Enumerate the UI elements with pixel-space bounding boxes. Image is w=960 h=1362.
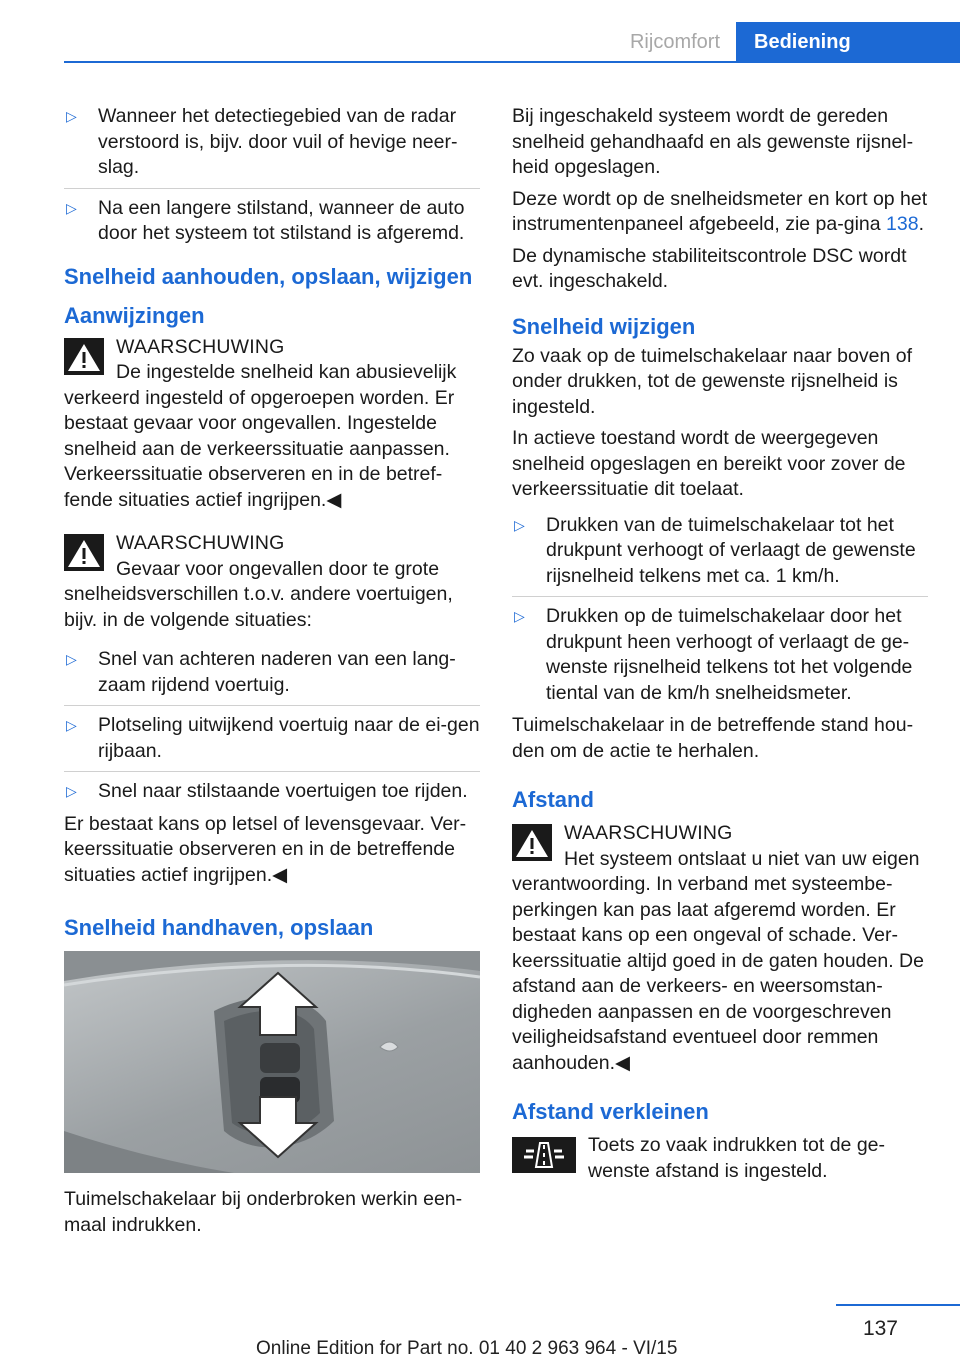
list-item: ▷ Plotseling uitwijkend voertuig naar de ei-gen rijbaan. (66, 714, 480, 762)
warning-text: Het systeem ontslaat u niet van uw eigen verantwoording. In verband met systeembe-perkingen kan pas laat afgeremd worden. Er bestaat kans op een ongeval of schade. Ver-keerssituatie altijd goed in de gaten houden. De afstand aan de verkeers- en weersomstan-digheden aanpassen en de voorgeschreven veiligheidsafstand eventueel door remmen aanhouden.◀ (512, 847, 924, 1074)
list-item: ▷ Drukken op de tuimelschakelaar door het drukpunt heen verhoogt of verlaagt de ge-wenste rijsnelheid telkens tot het volgende tiental van de km/h snelheidsmeter. (514, 605, 913, 704)
list-item: ▷ Snel naar stilstaande voertuigen toe rijden. (64, 779, 480, 805)
footer-rule (836, 1304, 960, 1306)
triangle-right-icon: ▷ (66, 108, 77, 124)
header-section: Rijcomfort (629, 31, 720, 53)
page-number: 137 (862, 1317, 898, 1340)
heading-main: Snelheid aanhouden, opslaan, wijzigen (64, 263, 473, 289)
warning-end-text: Er bestaat kans op letsel of levensgevaar. Ver-keerssituatie observeren en in de betreffende situaties actief ingrijpen.◀ (64, 812, 467, 886)
warning-triangle-icon (64, 534, 104, 571)
distance-reduce-icon (512, 1137, 576, 1173)
paragraph: In actieve toestand wordt de weergegeven snelheid opgeslagen en bereikt voor zover de verkeerssituatie dit toelaat. (512, 427, 906, 500)
paragraph: Tuimelschakelaar in de betreffende stand hou-den om de actie te herhalen. (512, 714, 914, 762)
warning-text: De ingestelde snelheid kan abusievelijk verkeerd ingesteld of opgeroepen worden. Er bestaat gevaar voor ongevallen. Ingestelde snelheid aan de verkeerssituatie aanpassen. Verkeerssituatie observeren en in de betref-fende situaties actief ingrijpen.◀ (64, 361, 457, 511)
warning-title: WAARSCHUWING (116, 335, 285, 358)
list-divider (64, 705, 480, 706)
header-rule (64, 61, 960, 63)
steering-wheel-rocker-switch-photo (64, 951, 480, 1173)
list-item: ▷ Snel van achteren naderen van een lang-zaam rijdend voertuig. (66, 648, 456, 696)
triangle-right-icon: ▷ (514, 608, 525, 624)
heading-keep: Snelheid handhaven, opslaan (64, 915, 374, 940)
triangle-right-icon: ▷ (66, 717, 77, 733)
paragraph: De dynamische stabiliteitscontrole DSC wordt evt. ingeschakeld. (512, 244, 907, 292)
list-item: ▷ Drukken van de tuimelschakelaar tot het drukpunt verhoogt of verlaagt de gewenste rijsnelheid telkens met ca. 1 km/h. (514, 513, 916, 587)
triangle-right-icon: ▷ (514, 516, 525, 533)
left-column (64, 104, 480, 1244)
heading-distance: Afstand (512, 787, 594, 812)
heading-notes: Aanwijzingen (64, 302, 205, 328)
list-item: ▷ Wanneer het detectiegebied van de radar verstoord is, bijv. door vuil of hevige neer-slag. (66, 105, 458, 178)
paragraph: Zo vaak op de tuimelschakelaar naar boven of onder drukken, tot de gewenste rijsnelheid is ingesteld. (512, 344, 912, 418)
warning-block (64, 335, 480, 514)
warning-triangle-icon (512, 824, 552, 861)
reduce-text: Toets zo vaak indrukken tot de ge-wenste afstand is ingesteld. (588, 1134, 886, 1182)
paragraph: Bij ingeschakeld systeem wordt de gereden snelheid gehandhaafd en als gewenste rijsnel-heid opgeslagen. (512, 105, 914, 178)
paragraph: Deze wordt op de snelheidsmeter en kort op het instrumentenpaneel afgebeeld, zie pa-gina 138. (512, 187, 928, 235)
warning-block (64, 531, 480, 633)
triangle-right-icon: ▷ (66, 651, 77, 667)
header-tab: Bediening (736, 22, 960, 63)
warning-text: Gevaar voor ongevallen door te grote snelheidsverschillen t.o.v. andere voertuigen, bijv. in de volgende situaties: (64, 557, 453, 631)
warning-title: WAARSCHUWING (564, 822, 733, 844)
reduce-block (512, 1133, 928, 1184)
edition-line: Online Edition for Part no. 01 40 2 963 964 - VI/15 (256, 1338, 678, 1359)
warning-triangle-icon (64, 338, 104, 375)
warning-title: WAARSCHUWING (116, 532, 285, 554)
heading-change: Snelheid wijzigen (512, 313, 696, 339)
triangle-right-icon: ▷ (66, 199, 77, 216)
warning-block (512, 821, 928, 1076)
list-divider (512, 596, 928, 597)
heading-reduce: Afstand verkleinen (512, 1099, 709, 1124)
right-column (512, 104, 928, 1184)
list-divider (64, 188, 480, 189)
list-item: ▷ Na een langere stilstand, wanneer de auto door het systeem tot stilstand is afgeremd. (66, 196, 465, 244)
photo-caption: Tuimelschakelaar bij onderbroken werkin een-maal indrukken. (64, 1188, 463, 1236)
triangle-right-icon: ▷ (66, 783, 77, 799)
list-divider (64, 771, 480, 772)
page-reference-link[interactable]: 138 (886, 213, 919, 235)
page-header (0, 22, 960, 64)
